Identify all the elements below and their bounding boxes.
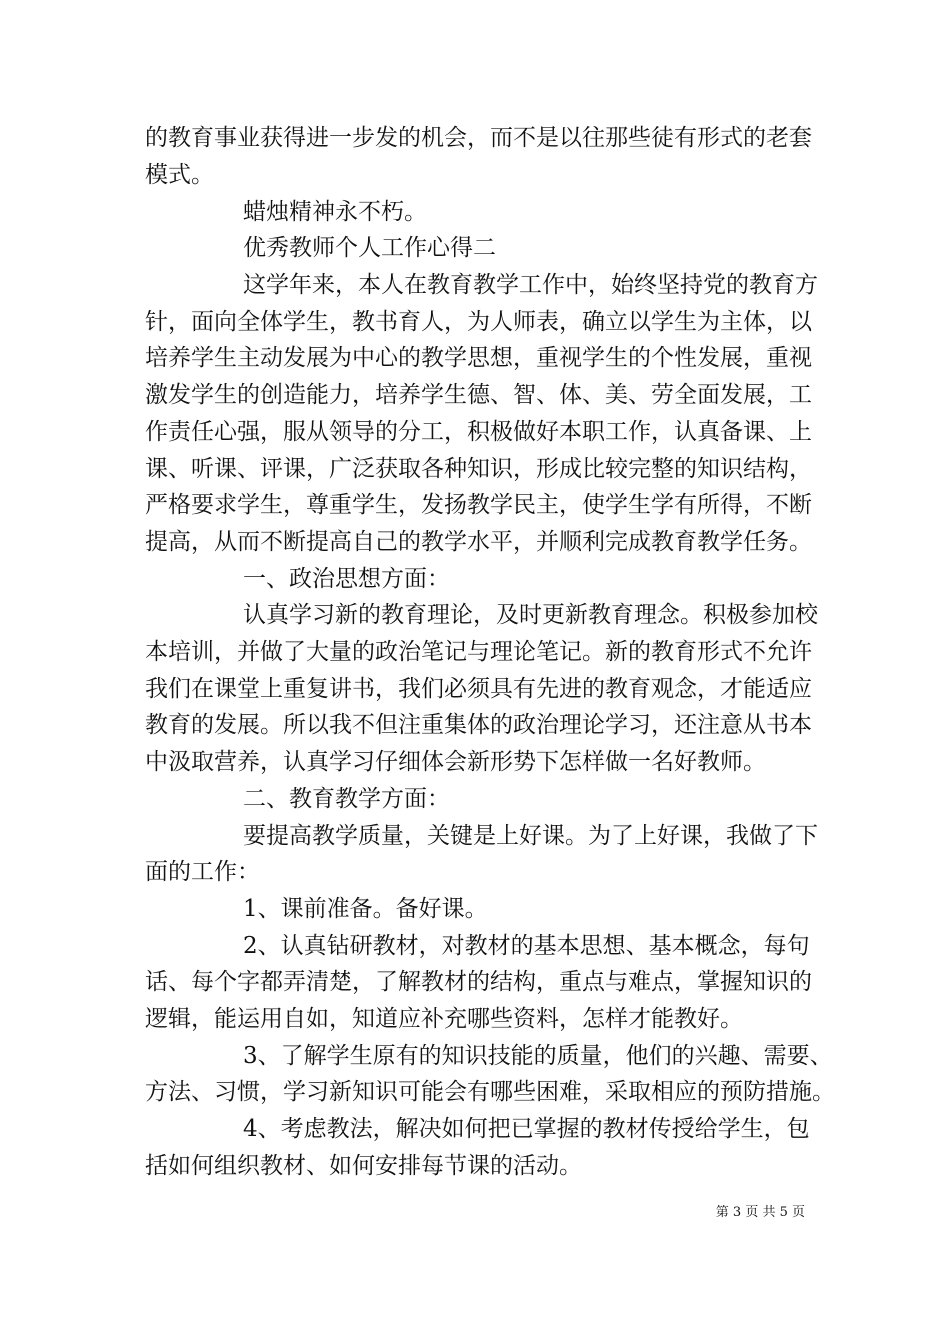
text-line: 严格要求学生，尊重学生，发扬教学民主，使学生学有所得，不断 xyxy=(145,492,812,518)
text-line: 认真学习新的教育理论，及时更新教育理念。积极参加校 xyxy=(243,602,818,628)
text-line: 这学年来，本人在教育教学工作中，始终坚持党的教育方 xyxy=(243,272,818,298)
text-line: 要提高教学质量，关键是上好课。为了上好课，我做了下 xyxy=(243,823,818,849)
text-line: 中汲取营养，认真学习仔细体会新形势下怎样做一名好教师。 xyxy=(145,749,766,775)
text-line: 作责任心强，服从领导的分工，积极做好本职工作，认真备课、上 xyxy=(145,419,812,445)
text-line: 的教育事业获得进一步发的机会，而不是以往那些徒有形式的老套 xyxy=(145,125,812,151)
text-line: 提高，从而不断提高自己的教学水平，并顺利完成教育教学任务。 xyxy=(145,529,812,555)
list-item: 2、认真钻研教材，对教材的基本思想、基本概念，每句 xyxy=(243,933,810,959)
text-line: 本培训，并做了大量的政治笔记与理论笔记。新的教育形式不允许 xyxy=(145,639,812,665)
section-heading: 优秀教师个人工作心得二 xyxy=(243,235,496,261)
list-item: 4、考虑教法，解决如何把已掌握的教材传授给学生，包 xyxy=(243,1116,810,1142)
text-line: 逻辑，能运用自如，知道应补充哪些资料，怎样才能教好。 xyxy=(145,1006,743,1032)
text-line: 培养学生主动发展为中心的教学思想，重视学生的个性发展，重视 xyxy=(145,345,812,371)
text-line: 激发学生的创造能力，培养学生德、智、体、美、劳全面发展，工 xyxy=(145,382,812,408)
list-item: 1、课前准备。备好课。 xyxy=(243,896,488,922)
section-heading: 二、教育教学方面： xyxy=(243,786,450,812)
text-line: 针，面向全体学生，教书育人，为人师表，确立以学生为主体，以 xyxy=(145,309,812,335)
text-line: 蜡烛精神永不朽。 xyxy=(243,199,427,225)
text-line: 课、听课、评课，广泛获取各种知识，形成比较完整的知识结构， xyxy=(145,456,812,482)
text-line: 我们在课堂上重复讲书，我们必须具有先进的教育观念，才能适应 xyxy=(145,676,812,702)
text-line: 教育的发展。所以我不但注重集体的政治理论学习，还注意从书本 xyxy=(145,712,812,738)
text-line: 方法、习惯，学习新知识可能会有哪些困难，采取相应的预防措施。 xyxy=(145,1079,835,1105)
text-line: 括如何组织教材、如何安排每节课的活动。 xyxy=(145,1153,582,1179)
text-line: 面的工作： xyxy=(145,859,260,885)
section-heading: 一、政治思想方面： xyxy=(243,566,450,592)
text-line: 话、每个字都弄清楚，了解教材的结构，重点与难点，掌握知识的 xyxy=(145,969,812,995)
text-line: 模式。 xyxy=(145,162,214,188)
list-item: 3、了解学生原有的知识技能的质量，他们的兴趣、需要、 xyxy=(243,1043,833,1069)
page-number: 第 3 页 共 5 页 xyxy=(715,1205,805,1220)
